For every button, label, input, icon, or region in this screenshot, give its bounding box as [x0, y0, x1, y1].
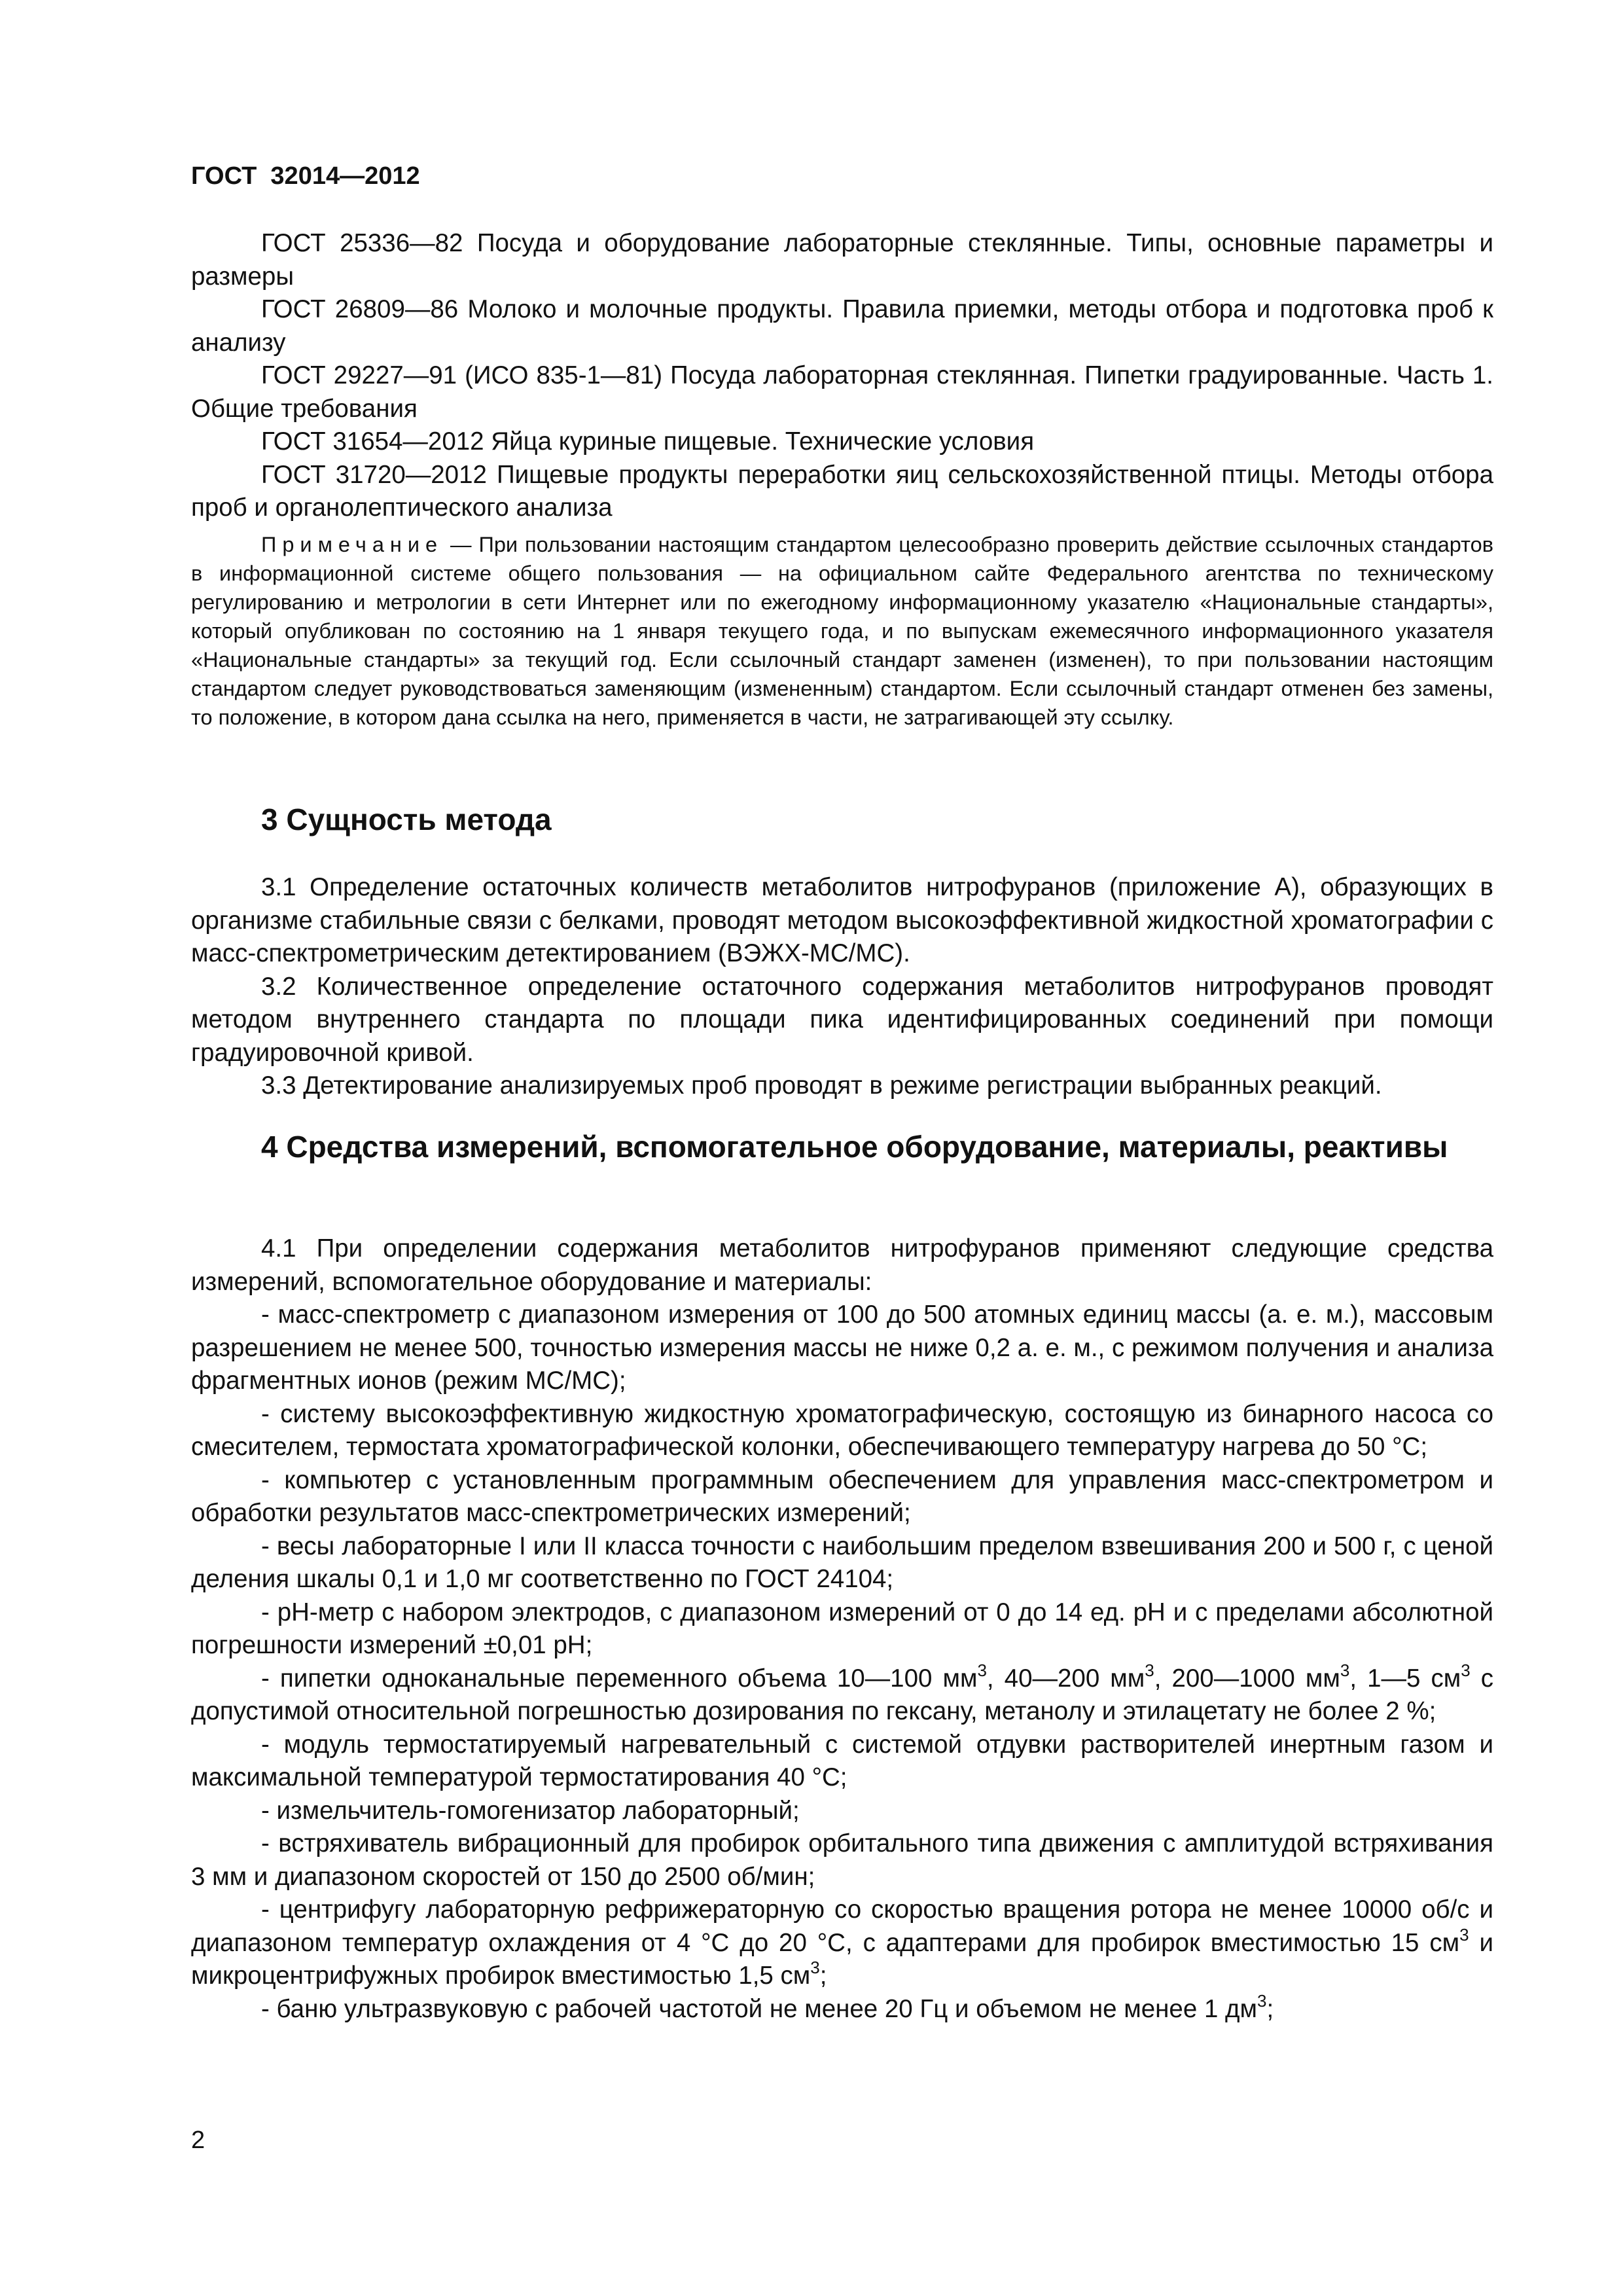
reference-item: ГОСТ 25336—82 Посуда и оборудование лабораторные стеклянные. Типы, основные параметры и размеры: [191, 229, 1493, 291]
list-item: - систему высокоэффективную жидкостную хроматографическую, состоящую из бинарного насоса со смесителем, термостата хроматографической колонки, обеспечивающего температуру нагрева до 50 °С;: [191, 1399, 1493, 1461]
list-item-centrifuge: - центрифугу лабораторную рефрижераторную со скоростью вращения ротора не менее 10000 об/с и диапазоном температур охлаждения от 4 °С до 20 °С, с адаптерами для пробирок вместимостью 15 $см^3$ и микроцентрифужных пробирок вместимостью 1,5 $см^3$;: [191, 1895, 1494, 1990]
reference-item: ГОСТ 31654—2012 Яйца куриные пищевые. Технические условия: [261, 427, 1035, 456]
reference-item: ГОСТ 26809—86 Молоко и молочные продукты. Правила приемки, методы отбора и подготовка проб к анализу: [191, 295, 1493, 357]
paragraph-3-1: 3.1 Определение остаточных количеств метаболитов нитрофуранов (приложение А), образующих в организме стабильные связи с белками, проводят методом высокоэффективной жидкостной хроматографии с масс-спектрометрическим детектированием (ВЭЖХ-МС/МС).: [191, 873, 1493, 967]
section-3-body: [191, 871, 1493, 1103]
note-label: Примечание: [261, 533, 444, 556]
document-header: ГОСТ 32014—2012: [191, 162, 420, 190]
list-item: - встряхиватель вибрационный для пробирок орбитального типа движения с амплитудой встряхивания 3 мм и диапазоном скоростей от 150 до 2500 об/мин;: [191, 1829, 1493, 1891]
list-item: - весы лабораторные I или II класса точности с наибольшим пределом взвешивания 200 и 500 г, с ценой деления шкалы 0,1 и 1,0 мг соответственно по ГОСТ 24104;: [191, 1532, 1493, 1593]
list-item: - компьютер с установленным программным обеспечением для управления масс-спектрометром и обработки результатов масс-спектрометрических измерений;: [191, 1465, 1493, 1527]
note-body: — При пользовании настоящим стандартом целесообразно проверить действие ссылочных стандартов в информационной системе общего пользования — на официальном сайте Федерального агентства по техническому регулированию и метрологии в сети Интернет или по ежегодному информационному указателю «Национальные стандарты», который опубликован по состоянию на 1 января текущего года, и по выпускам ежемесячного информационного указателя «Национальные стандарты» за текущий год. Если ссылочный стандарт заменен (изменен), то при пользовании настоящим стандартом следует руководствоваться заменяющим (измененным) стандартом. Если ссылочный стандарт отменен без замены, то положение, в котором дана ссылка на него, применяется в части, не затрагивающей эту ссылку.: [191, 533, 1493, 729]
paragraph-3-3: 3.3 Детектирование анализируемых проб проводят в режиме регистрации выбранных реакций.: [261, 1071, 1382, 1100]
section-4-body: [191, 1232, 1493, 2026]
list-item: - масс-спектрометр с диапазоном измерения от 100 до 500 атомных единиц массы (а. е. м.), массовым разрешением не менее 500, точностью измерения массы не ниже 0,2 а. е. м., с режимом получения и анализа фрагментных ионов (режим МС/МС);: [191, 1300, 1493, 1395]
list-item: - рН-метр с набором электродов, с диапазоном измерений от 0 до 14 ед. рН и с пределами абсолютной погрешности измерений ±0,01 рН;: [191, 1598, 1493, 1659]
page-number: 2: [191, 2126, 205, 2154]
section-4-heading: 4 Средства измерений, вспомогательное оборудование, материалы, реактивы: [261, 1130, 1448, 1164]
reference-item: ГОСТ 29227—91 (ИСО 835-1—81) Посуда лабораторная стеклянная. Пипетки градуированные. Часть 1. Общие требования: [191, 361, 1493, 423]
paragraph-3-2: 3.2 Количественное определение остаточного содержания метаболитов нитрофуранов проводят методом внутреннего стандарта по площади пика идентифицированных соединений при помощи градуировочной кривой.: [191, 972, 1493, 1067]
normative-references: [191, 227, 1493, 525]
note-text: [191, 530, 1493, 732]
paragraph-4-1: 4.1 При определении содержания метаболитов нитрофуранов применяют следующие средства измерений, вспомогательное оборудование и материалы:: [191, 1234, 1493, 1296]
list-item: - измельчитель-гомогенизатор лабораторный;: [261, 1796, 800, 1825]
list-item: - модуль термостатируемый нагревательный с системой отдувки растворителей инертным газом и максимальной температурой термостатирования 40 °С;: [191, 1730, 1493, 1791]
list-item-bath: - баню ультразвуковую с рабочей частотой не менее 20 Гц и объемом не менее 1 $дм^3$;: [261, 1990, 1274, 2023]
section-3-heading: 3 Сущность метода: [261, 802, 552, 836]
list-item-pipettes: - пипетки одноканальные переменного объема 10—100 $мм^3$, 40—200 $мм^3$, 200—1000 $мм^3$, 1—5 $см^3$ с допустимой относительной погрешностью дозирования по гексану, метанолу и этилацетату не более 2 %;: [191, 1660, 1493, 1725]
reference-item: ГОСТ 31720—2012 Пищевые продукты переработки яиц сельскохозяйственной птицы. Методы отбора проб и органолептического анализа: [191, 460, 1493, 522]
note-block: [191, 530, 1493, 732]
